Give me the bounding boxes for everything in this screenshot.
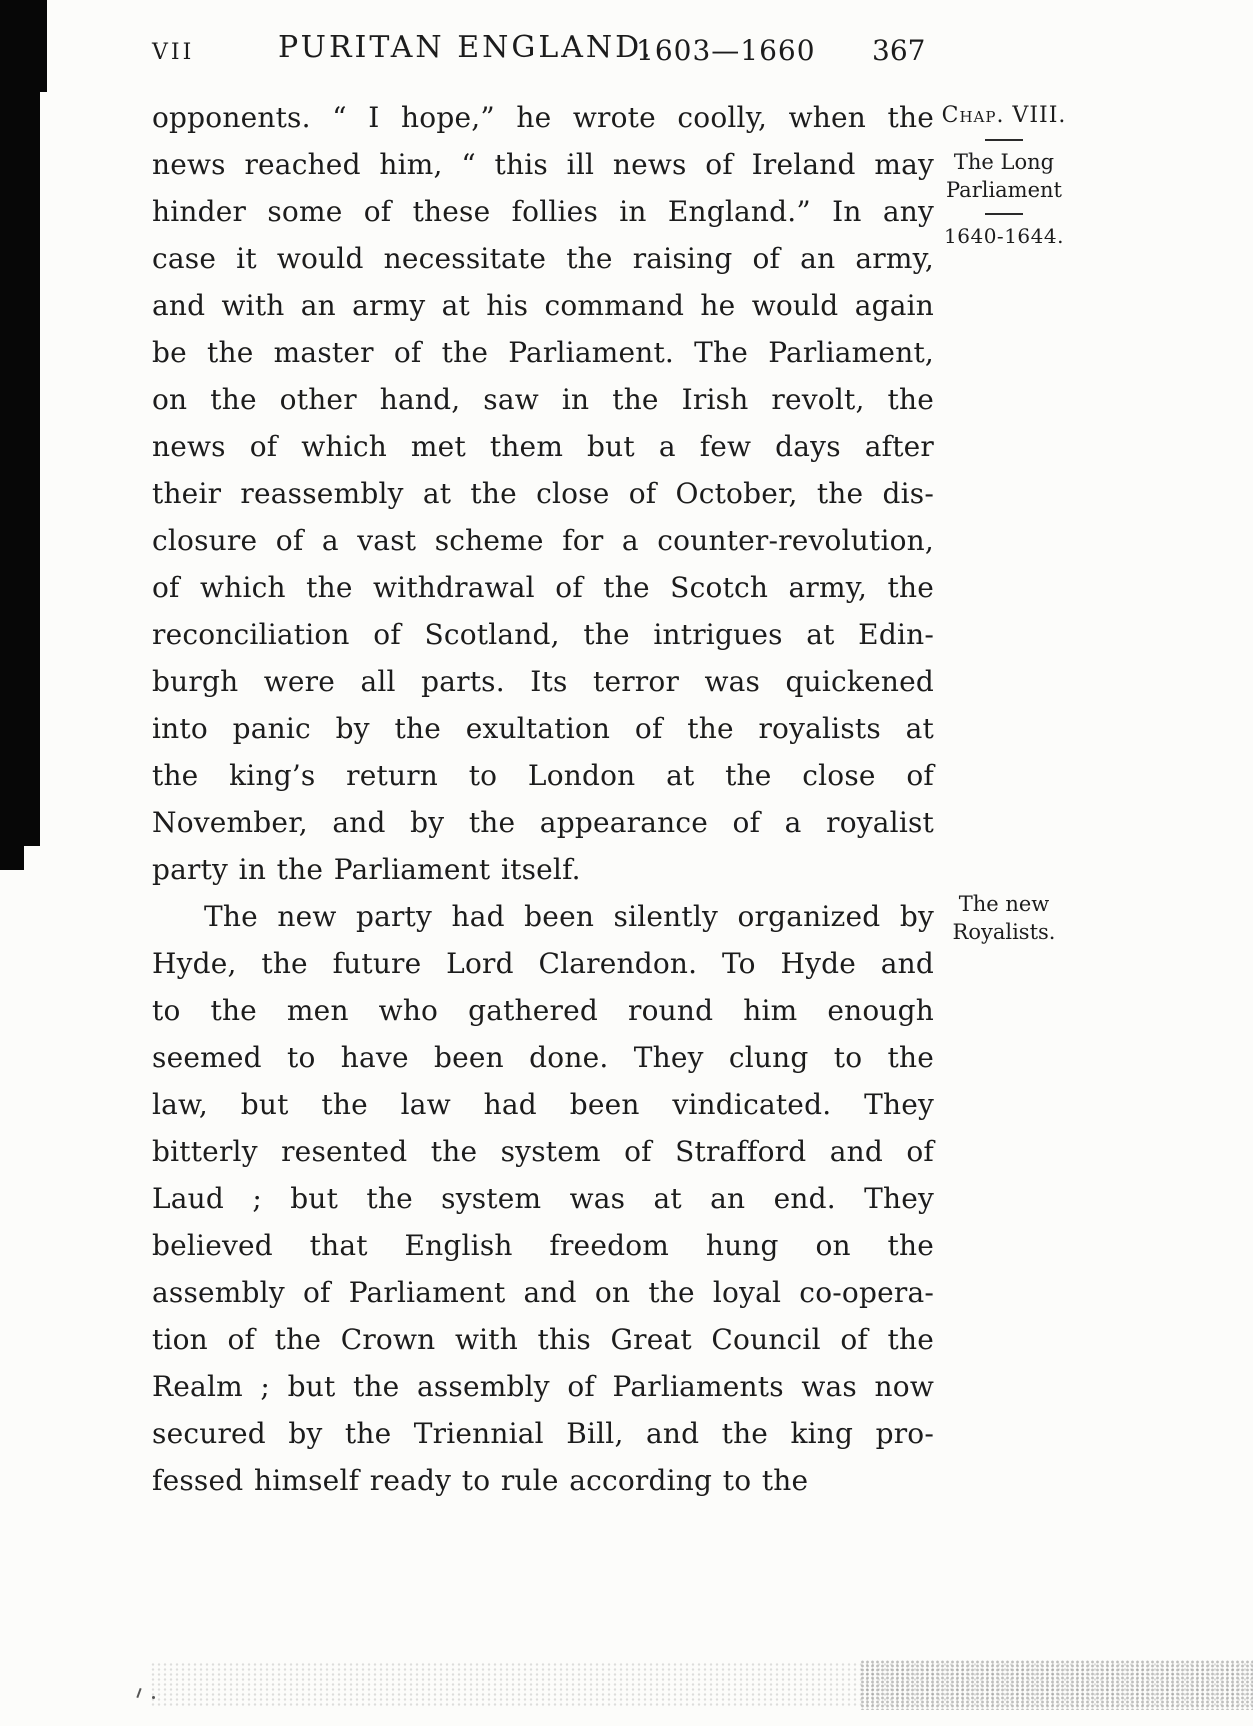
text-line: The new party had been silently organized by <box>204 900 934 933</box>
margin-note-text: The new <box>958 892 1050 916</box>
text-line: November, and by the appearance of a royalist <box>152 806 934 839</box>
page-header <box>0 30 1253 76</box>
margin-rule <box>985 139 1023 141</box>
margin-note-text: The Long <box>953 150 1055 174</box>
margin-note-dates: 1640-1644. <box>944 224 1064 248</box>
margin-rule <box>985 213 1023 215</box>
text-line: of which the withdrawal of the Scotch army, the <box>152 571 934 604</box>
text-line: their reassembly at the close of October, the dis- <box>152 477 934 510</box>
text-line: assembly of Parliament and on the loyal co-opera- <box>152 1276 934 1309</box>
text-line: believed that English freedom hung on the <box>152 1229 934 1262</box>
text-line: and with an army at his command he would again <box>152 289 934 322</box>
text-line: hinder some of these follies in England.” In any <box>152 195 934 228</box>
running-title: PURITAN ENGLAND. <box>278 30 654 65</box>
text-line: opponents. “ I hope,” he wrote coolly, when the <box>152 101 934 134</box>
paragraph <box>152 893 934 1504</box>
text-line: seemed to have been done. They clung to the <box>152 1041 934 1074</box>
text-line: secured by the Triennial Bill, and the king pro- <box>152 1417 934 1450</box>
text-line: Hyde, the future Lord Clarendon. To Hyde and <box>152 947 934 980</box>
text-line: case it would necessitate the raising of an army, <box>152 242 934 275</box>
margin-chapter-label: Chap. VIII. <box>941 103 1067 128</box>
margin-note-long-parliament <box>928 102 1080 250</box>
scan-edge-artifact <box>0 0 40 846</box>
text-line: the king’s return to London at the close of <box>152 759 934 792</box>
text-line: on the other hand, saw in the Irish revolt, the <box>152 383 934 416</box>
text-line: news reached him, “ this ill news of Ireland may <box>152 148 934 181</box>
text-line: to the men who gathered round him enough <box>152 994 934 1027</box>
header-dates: 1603—1660 <box>636 34 816 67</box>
text-line: tion of the Crown with this Great Council of the <box>152 1323 934 1356</box>
scan-noise-band-dense <box>860 1660 1253 1710</box>
text-line: bitterly resented the system of Strafford and of <box>152 1135 934 1168</box>
text-line: fessed himself ready to rule according to the <box>152 1464 809 1497</box>
margin-note-text: Parliament <box>945 178 1062 202</box>
text-line: news of which met them but a few days after <box>152 430 934 463</box>
text-line: party in the Parliament itself. <box>152 853 581 886</box>
chapter-numeral: VII <box>152 40 195 65</box>
margin-note-new-royalists <box>928 890 1080 946</box>
text-line: into panic by the exultation of the royalists at <box>152 712 934 745</box>
text-line: closure of a vast scheme for a counter-revolution, <box>152 524 934 557</box>
text-line: Realm ; but the assembly of Parliaments was now <box>152 1370 934 1403</box>
text-column <box>152 94 934 1504</box>
text-line: Laud ; but the system was at an end. They <box>152 1182 934 1215</box>
paragraph <box>152 94 934 893</box>
text-line: be the master of the Parliament. The Parliament, <box>152 336 934 369</box>
margin-note-text: Royalists. <box>952 920 1056 944</box>
text-line: burgh were all parts. Its terror was quickened <box>152 665 934 698</box>
text-line: law, but the law had been vindicated. They <box>152 1088 934 1121</box>
text-line: reconciliation of Scotland, the intrigues at Edin- <box>152 618 934 651</box>
page-number: 367 <box>872 34 926 67</box>
scan-noise-marks <box>138 1688 168 1702</box>
